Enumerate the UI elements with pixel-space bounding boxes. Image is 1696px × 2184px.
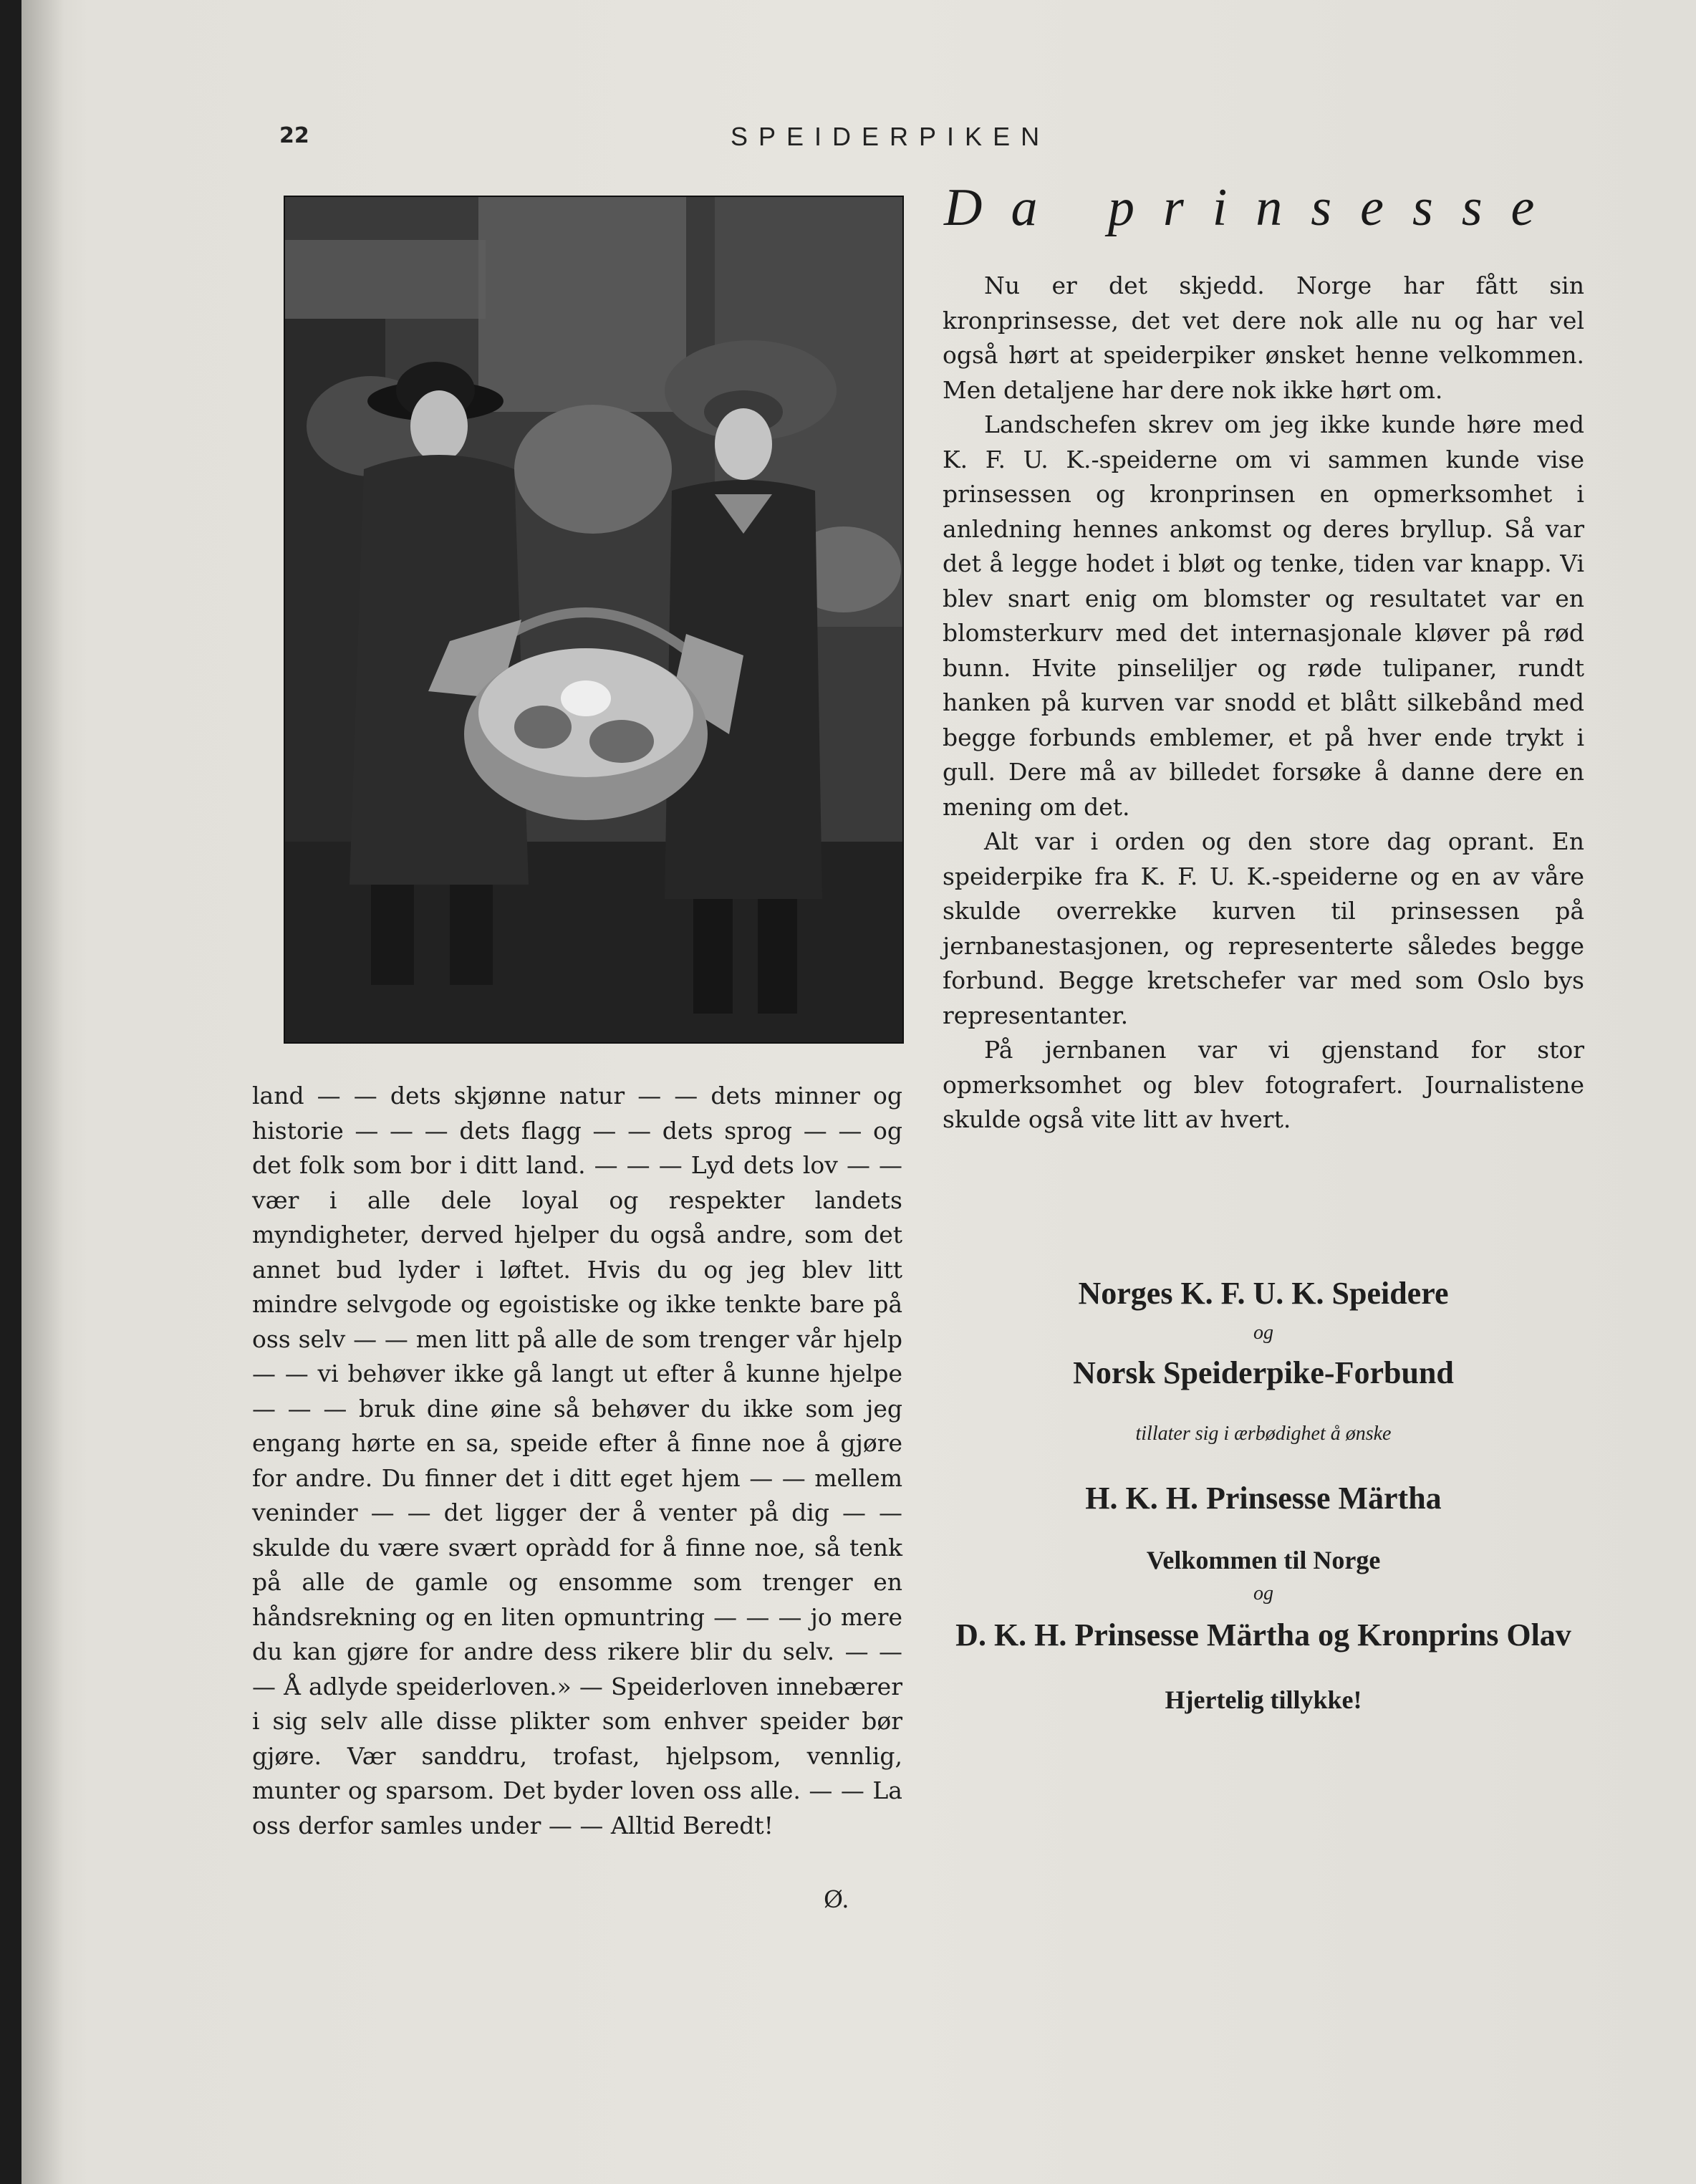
article-paragraph: Alt var i orden og den store dag oprant. En speiderpike fra K. F. U. K.-speiderne og en av våre skulde overrekke kurven til prinsessen på jernbanestasjonen, og representerte således begge forbund. Begge kretschefer var med som Oslo bys representanter.: [943, 827, 1584, 1029]
signature: Ø.: [824, 1885, 849, 1913]
greeting-conjunction: og: [1253, 1582, 1273, 1605]
article-body: [943, 269, 1584, 1137]
article-paragraph: Nu er det skjedd. Norge har fått sin kronprinsesse, det vet dere nok alle nu og har vel også hørt at speiderpiker ønsket henne velkommen. Men detaljene har dere nok ikke hørt om.: [943, 271, 1584, 404]
greeting-block: [943, 1275, 1584, 1715]
article-paragraph: Landschefen skrev om jeg ikke kunde høre med K. F. U. K.-speiderne om vi sammen kunde vise prinsessen og kronprinsen en opmerksomhet i anledning hennes ankomst og deres bryllup. Så var det å legge hodet i bløt og tenke, tiden var knapp. Vi blev snart enig om blomster og resultatet var en blomsterkurv med det internasjonale kløver på rød bunn. Hvite pinseliljer og røde tulipaner, rundt hanken på kurven var snodd et blått silkebånd med begge forbunds emblemer, et på hver ende trykt i gull. Dere må av billedet forsøke å danne dere en mening om det.: [943, 410, 1584, 821]
left-column-paragraph: land — — dets skjønne natur — — dets minner og historie — — — dets flagg — — dets sprog — — og det folk som bor i ditt land. — — — Lyd dets lov — — vær i alle dele loyal og respekter landets myndigheter, derved hjelper du også andre, som det annet bud lyder i løftet. Hvis du og jeg blev litt mindre selvgode og egoistiske og ikke tenkte bare på oss selv — — men litt på alle de som trenger vår hjelp — — vi behøver ikke gå langt ut efter å kunne hjelpe — — — bruk dine øine så behøver du ikke som jeg engang hørte en sa, speide efter å finne noe å gjøre for andre. Du finner det i ditt eget hjem — — mellem veninder — — det ligger der å venter på dig — — skulde du være svært opràdd for å finne noe, så tenk på alle de gamle og ensomme som trenger en håndsrekning og en liten opmuntring — — — jo mere du kan gjøre for andre dess rikere blir du selv. — — — Å adlyde speiderloven.» — Speiderloven innebærer i sig selv alle disse plikter som enhver speider bør gjøre. Vær sanddru, trofast, hjelpsom, vennlig, munter og sparsom. Det byder loven oss alle. — — La oss derfor samles under — — Alltid Beredt!: [252, 1082, 902, 1839]
photograph-scouts-with-flower-basket: [284, 196, 904, 1044]
greeting-sender-1: Norges K. F. U. K. Speidere: [1078, 1276, 1449, 1311]
greeting-phrase: tillater sig i ærbødighet å ønske: [1135, 1423, 1392, 1445]
left-column-text: [252, 1079, 902, 1843]
article-paragraph: På jernbanen var vi gjenstand for stor opmerksomhet og blev fotografert. Journalistene skulde også vite litt av hvert.: [943, 1036, 1584, 1133]
article-title: Da prinsesse: [944, 178, 1564, 237]
greeting-conjunction: og: [1253, 1322, 1273, 1344]
greeting-recipients-couple: D. K. H. Prinsesse Märtha og Kronprins Olav: [955, 1617, 1571, 1653]
page-number: 22: [279, 123, 309, 148]
page-gutter-shadow: [21, 0, 64, 2184]
greeting-congratulation: Hjertelig tillykke!: [1165, 1685, 1362, 1714]
greeting-sender-2: Norsk Speiderpike-Forbund: [1073, 1355, 1454, 1390]
greeting-recipient: H. K. H. Prinsesse Märtha: [1085, 1481, 1442, 1516]
greeting-welcome: Velkommen til Norge: [1146, 1546, 1381, 1574]
running-title: SPEIDERPIKEN: [731, 122, 1051, 151]
